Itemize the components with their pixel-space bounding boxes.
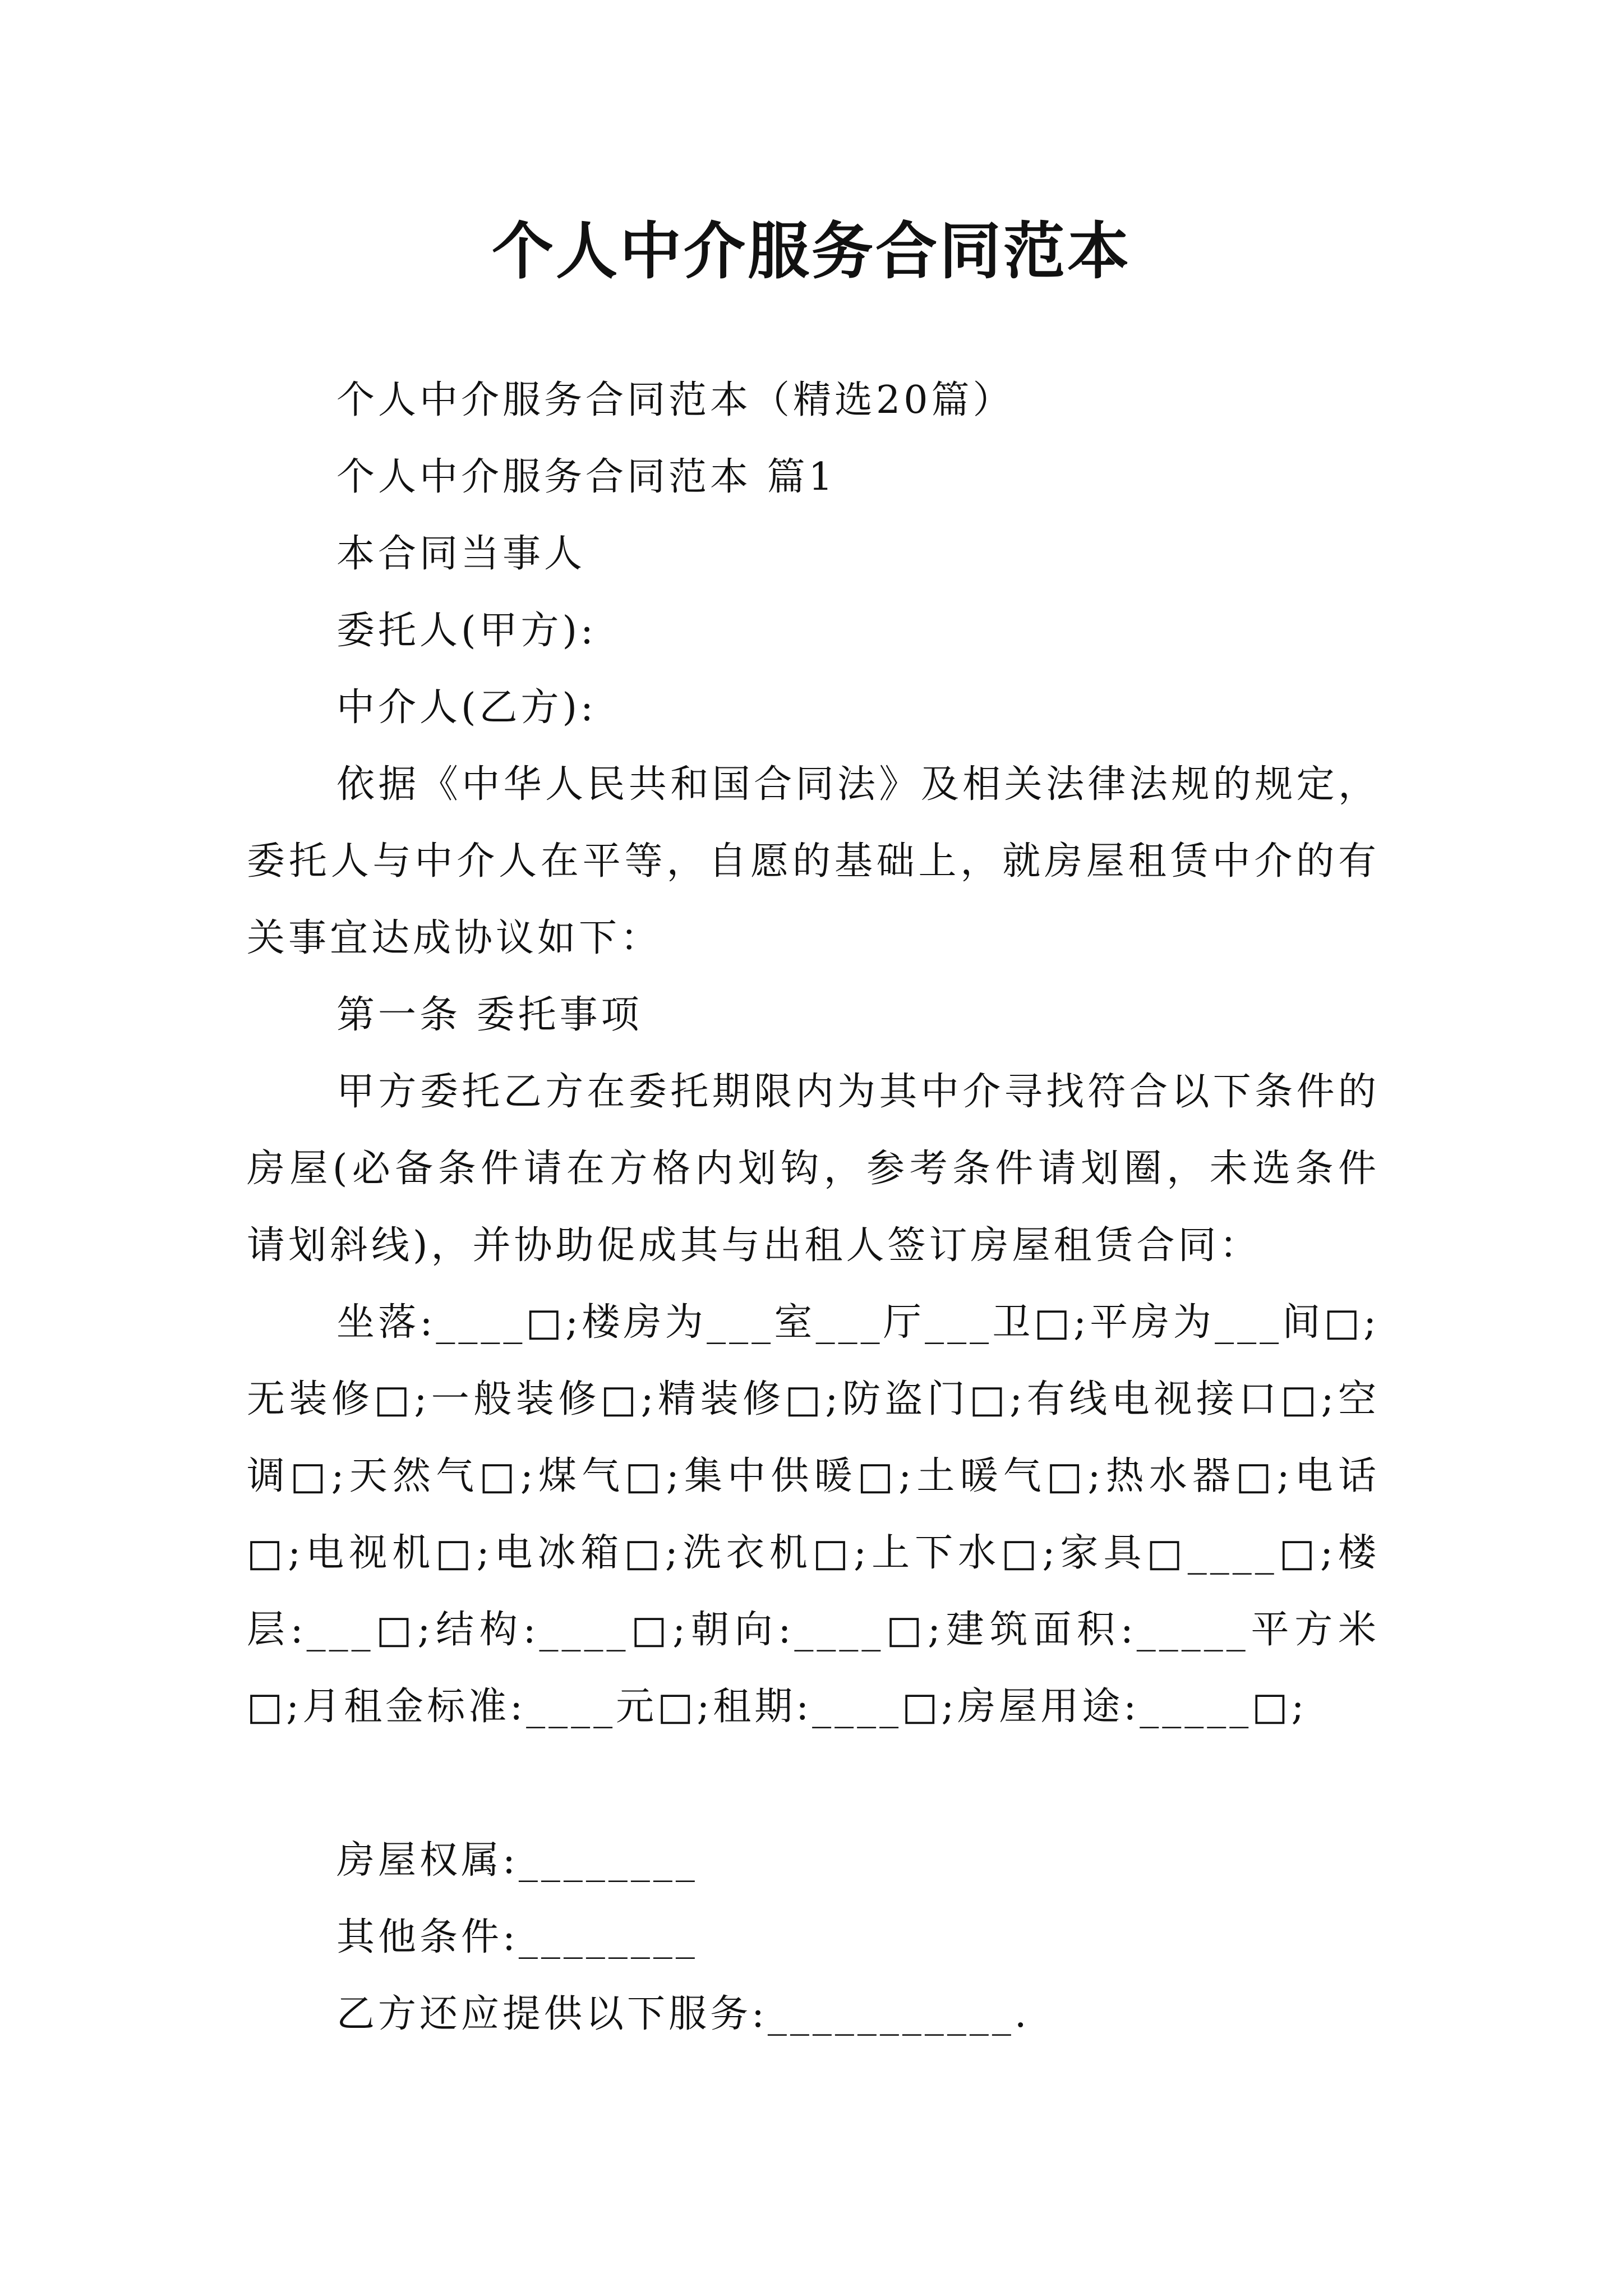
ownership-line: 房屋权属:________ [336,1838,698,1883]
party-a-line: 委托人(甲方): [336,609,597,653]
party-b-line: 中介人(乙方): [336,685,597,730]
document-subtitle: 个人中介服务合同范本（精选20篇） [336,378,1015,422]
conditions-paragraph: 坐落:____□;楼房为___室___厅___卫□;平房为___间□;无装修□;一般装修□;精装修□;防盗门□;有线电视接口□;空调□;天然气□;煤气□;集中供暖□;土暖气□;热水器□;电话□;电视机□;电冰箱□;洗衣机□;上下水□;家具□____□;楼层:___□;结构:____□;朝向:____□;建筑面积:_____平方米□;月租金标准:____元□;租期:____□;房屋用途:_____□; [247,1300,1380,1729]
other-conditions-line: 其他条件:________ [336,1915,698,1959]
article-1-heading: 第一条 委托事项 [336,993,643,1037]
article-1-paragraph: 甲方委托乙方在委托期限内为其中介寻找符合以下条件的房屋(必备条件请在方格内划钩，参考条件请划圈，未选条件请划斜线)，并协助促成其与出租人签订房屋租赁合同： [247,1070,1380,1268]
document-title: 个人中介服务合同范本 [492,215,1131,287]
parties-heading: 本合同当事人 [336,532,586,576]
preamble-paragraph: 依据《中华人民共和国合同法》及相关法律法规的规定，委托人与中介人在平等，自愿的基础上，就房屋租赁中介的有关事宜达成协议如下： [247,762,1380,960]
additional-services-line: 乙方还应提供以下服务:___________. [336,1992,1030,2036]
section-heading: 个人中介服务合同范本 篇1 [336,455,836,499]
